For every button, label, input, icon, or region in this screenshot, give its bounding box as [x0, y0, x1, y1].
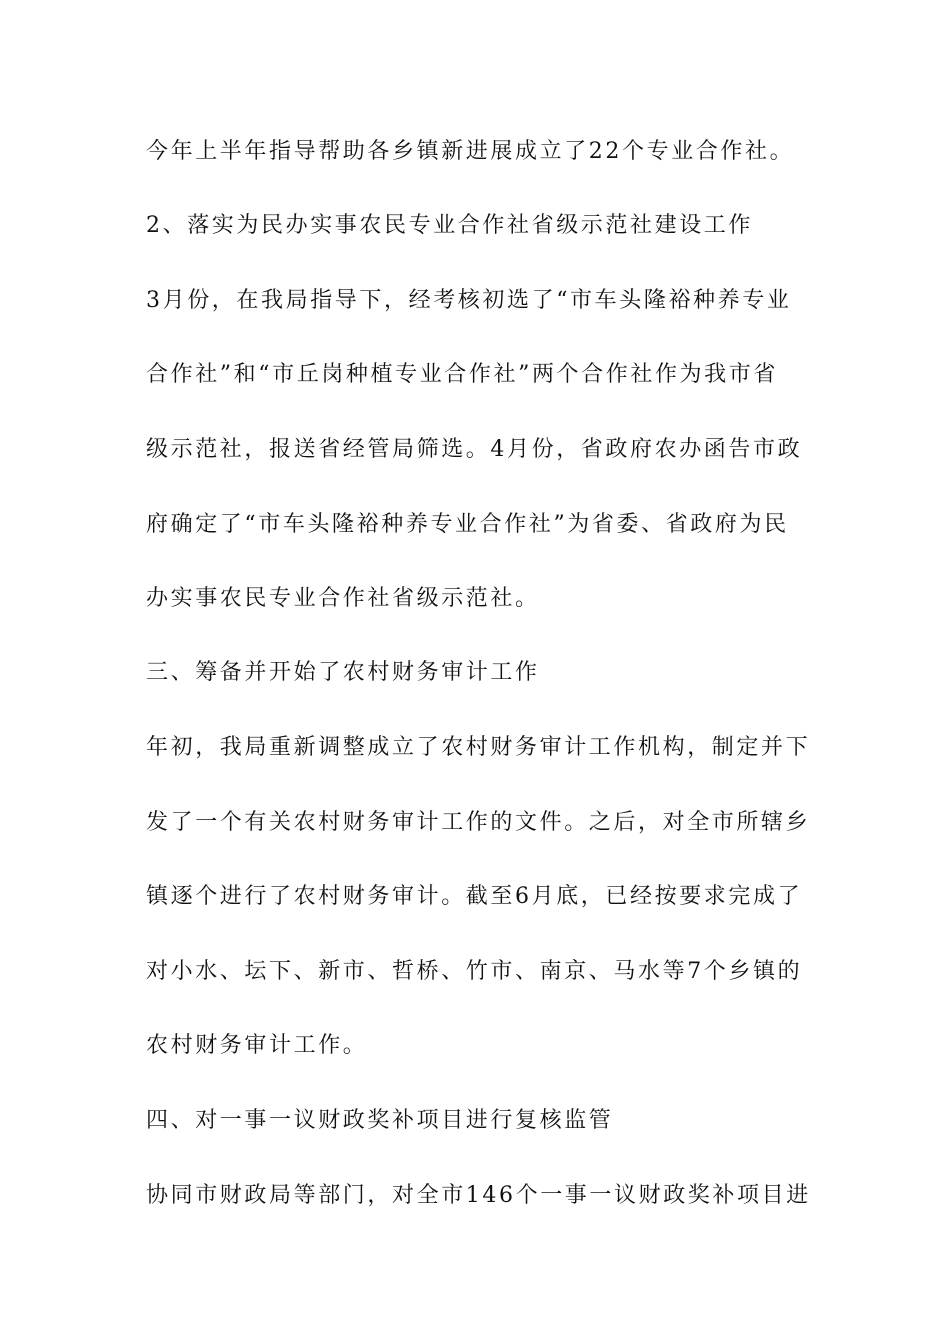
paragraph-line: 3月份，在我局指导下，经考核初选了“市车头隆裕种养专业: [146, 288, 792, 313]
section-heading: 三、筹备并开始了农村财务审计工作: [146, 660, 540, 685]
paragraph-line: 级示范社，报送省经管局筛选。4月份，省政府农办函告市政: [146, 437, 803, 462]
paragraph-line: 年初，我局重新调整成立了农村财务审计工作机构，制定并下: [146, 735, 811, 760]
paragraph-line: 合作社”和“市丘岗种植专业合作社”两个合作社作为我市省: [146, 362, 778, 387]
paragraph-line: 农村财务审计工作。: [146, 1033, 368, 1058]
paragraph-line: 对小水、坛下、新市、哲桥、竹市、南京、马水等7个乡镇的: [146, 959, 803, 984]
paragraph-line: 协同市财政局等部门，对全市146个一事一议财政奖补项目进: [146, 1183, 811, 1208]
section-heading: 2、落实为民办实事农民专业合作社省级示范社建设工作: [146, 213, 753, 238]
section-heading: 四、对一事一议财政奖补项目进行复核监管: [146, 1108, 614, 1133]
paragraph-line: 今年上半年指导帮助各乡镇新进展成立了22个专业合作社。: [146, 139, 795, 164]
paragraph-line: 镇逐个进行了农村财务审计。截至6月底，已经按要求完成了: [146, 884, 803, 909]
paragraph-line: 办实事农民专业合作社省级示范社。: [146, 586, 540, 611]
paragraph-line: 府确定了“市车头隆裕种养专业合作社”为省委、省政府为民: [146, 512, 789, 537]
paragraph-line: 发了一个有关农村财务审计工作的文件。之后，对全市所辖乡: [146, 810, 811, 835]
